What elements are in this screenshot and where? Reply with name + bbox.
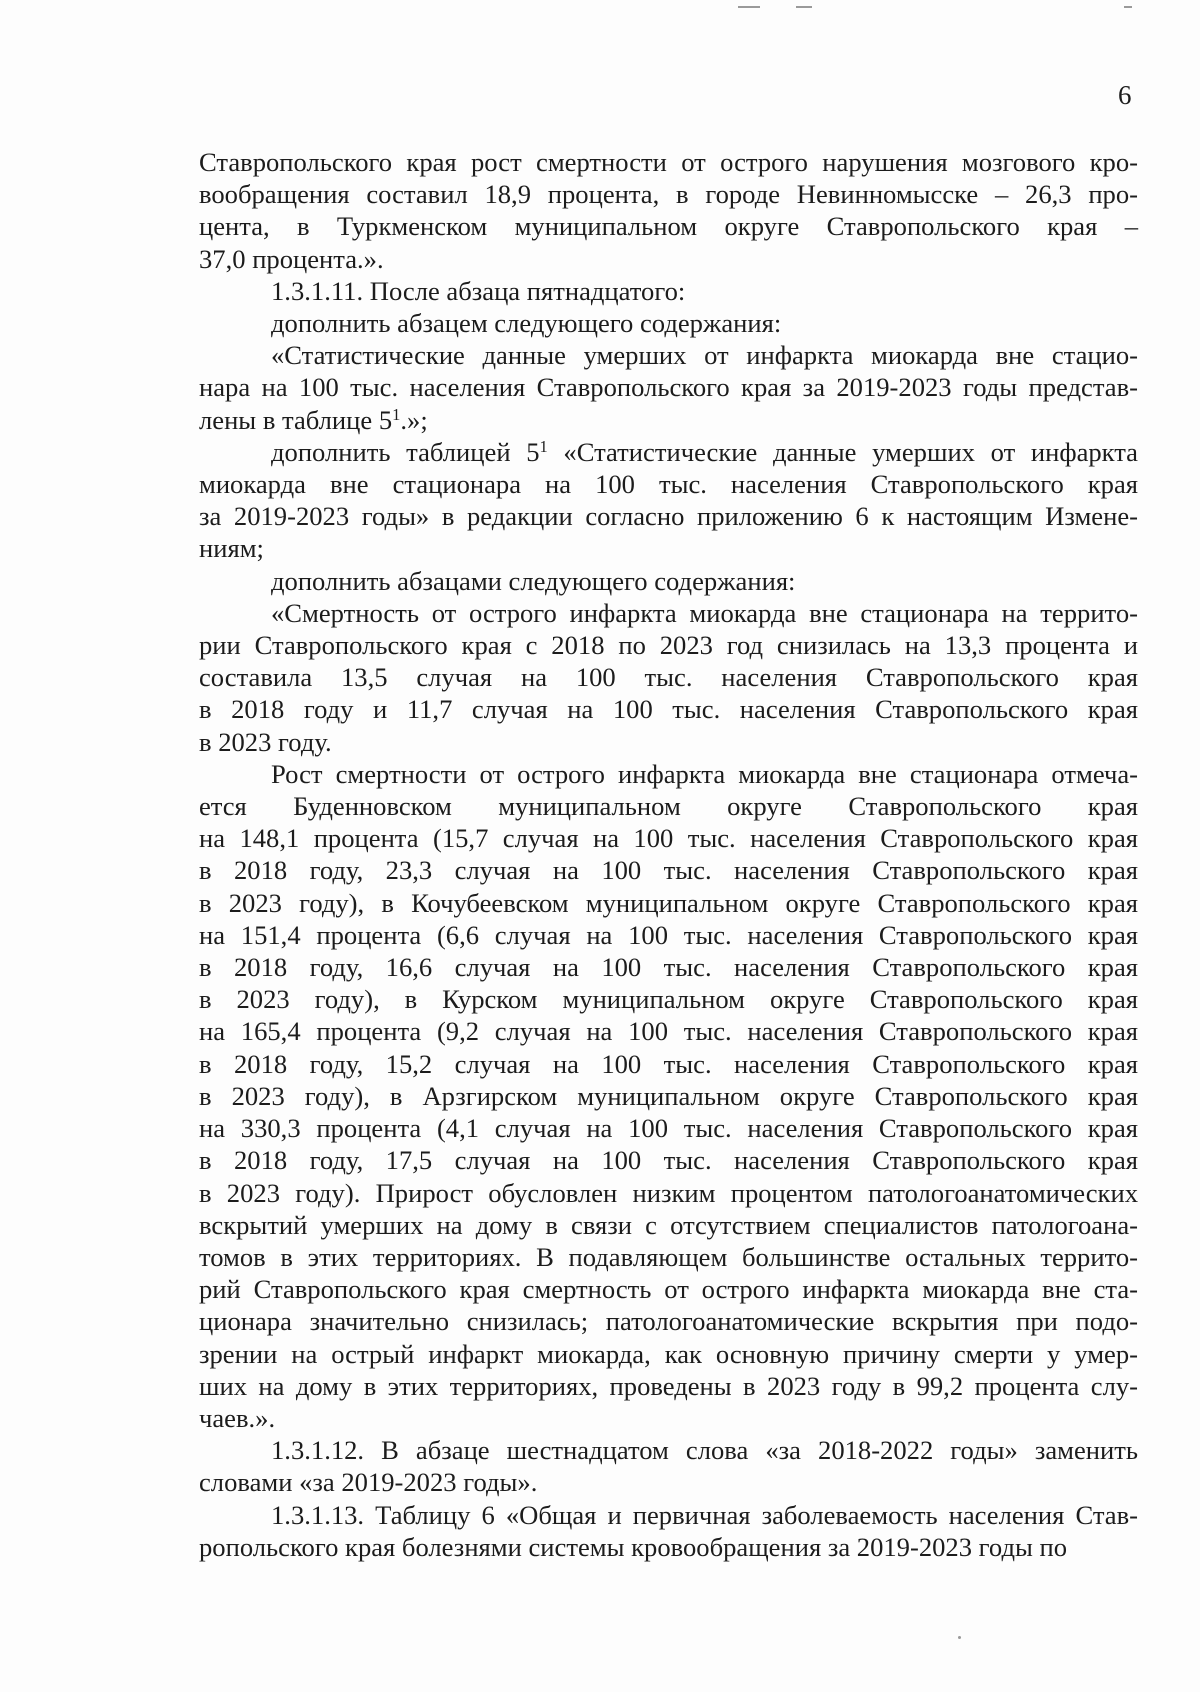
text-line: в 2023 году. xyxy=(199,726,332,757)
text-line: ропольского края болезнями системы кровообращения за 2019-2023 годы по xyxy=(199,1531,1068,1562)
paragraph xyxy=(199,436,1138,565)
text-line: на 330,3 процента (4,1 случая на 100 тыс. населения Ставропольского края xyxy=(199,1113,1138,1144)
text-line: в 2018 году, 15,2 случая на 100 тыс. населения Ставропольского края xyxy=(199,1048,1138,1079)
text-line: на 165,4 процента (9,2 случая на 100 тыс. населения Ставропольского края xyxy=(199,1016,1138,1047)
text-line: дополнить абзацами следующего содержания: xyxy=(271,565,796,596)
paragraph xyxy=(199,565,1138,597)
paragraph xyxy=(199,758,1138,1434)
text-line: 1.3.1.13. Таблицу 6 «Общая и первичная заболеваемость населения Став- xyxy=(271,1499,1138,1530)
paragraph xyxy=(199,597,1138,758)
text-line: Рост смертности от острого инфаркта миокарда вне стационара отмеча- xyxy=(271,758,1138,789)
paragraph xyxy=(199,146,1138,275)
paragraph xyxy=(199,1434,1138,1498)
text-line: Ставропольского края рост смертности от острого нарушения мозгового кро- xyxy=(199,147,1138,177)
text-line: «Статистические данные умерших от инфаркта миокарда вне стацио- xyxy=(271,340,1138,371)
text-line: в 2023 году). Прирост обусловлен низким процентом патологоанатомических xyxy=(199,1177,1138,1208)
text-line: на 148,1 процента (15,7 случая на 100 тыс. населения Ставропольского края xyxy=(199,823,1138,854)
document-body xyxy=(199,146,1138,1563)
text-line: в 2023 году), в Кочубеевском муниципальном округе Ставропольского края xyxy=(199,887,1138,918)
text-line: в 2018 году, 17,5 случая на 100 тыс. населения Ставропольского края xyxy=(199,1145,1138,1176)
text-line: дополнить абзацем следующего содержания: xyxy=(271,308,782,339)
paragraph xyxy=(199,1499,1138,1563)
text-line: миокарда вне стационара на 100 тыс. населения Ставропольского края xyxy=(199,469,1138,500)
text-line: составила 13,5 случая на 100 тыс. населения Ставропольского края xyxy=(199,662,1138,693)
text-line: вскрытий умерших на дому в связи с отсутствием специалистов патологоана- xyxy=(199,1209,1138,1240)
text-line: ниям; xyxy=(199,533,264,564)
text-line: лены в таблице $5^1$.»; xyxy=(199,404,428,435)
text-line: зрении на острый инфаркт миокарда, как основную причину смерти у умер- xyxy=(199,1338,1138,1369)
text-line: 37,0 процента.». xyxy=(199,243,384,274)
text-line: рий Ставропольского края смертность от острого инфаркта миокарда вне ста- xyxy=(199,1274,1138,1305)
text-line: за 2019-2023 годы» в редакции согласно приложению 6 к настоящим Измене- xyxy=(199,501,1138,532)
scan-mark-top-1 xyxy=(738,6,760,8)
text-line: в 2018 году, 23,3 случая на 100 тыс. населения Ставропольского края xyxy=(199,855,1138,886)
text-line: томов в этих территориях. В подавляющем большинстве остальных террито- xyxy=(199,1241,1138,1272)
page-number: 6 xyxy=(1118,80,1132,110)
text-line: 1.3.1.11. После абзаца пятнадцатого: xyxy=(271,275,686,306)
text-line: словами «за 2019-2023 годы». xyxy=(199,1467,538,1498)
scan-mark-bottom xyxy=(958,1636,961,1639)
text-line: в 2018 году, 16,6 случая на 100 тыс. населения Ставропольского края xyxy=(199,952,1138,983)
paragraph xyxy=(199,339,1138,436)
paragraph xyxy=(199,275,1138,307)
text-line: ется Буденновском муниципальном округе Ставропольского края xyxy=(199,791,1138,822)
text-line: в 2023 году), в Курском муниципальном округе Ставропольского края xyxy=(199,984,1138,1015)
text-line: в 2018 году и 11,7 случая на 100 тыс. населения Ставропольского края xyxy=(199,694,1138,725)
scan-mark-top-3 xyxy=(1124,6,1132,8)
text-line: рии Ставропольского края с 2018 по 2023 год снизилась на 13,3 процента и xyxy=(199,630,1138,661)
superscript: 1 xyxy=(539,436,548,456)
text-line: вообращения составил 18,9 процента, в городе Невинномысске – 26,3 про- xyxy=(199,179,1138,210)
text-line: нара на 100 тыс. населения Ставропольского края за 2019-2023 годы представ- xyxy=(199,372,1138,403)
superscript: 1 xyxy=(392,404,401,424)
text-line: 1.3.1.12. В абзаце шестнадцатом слова «за 2018-2022 годы» заменить xyxy=(271,1435,1138,1466)
text-line: цента, в Туркменском муниципальном округе Ставропольского края – xyxy=(199,211,1138,242)
text-line: «Смертность от острого инфаркта миокарда вне стационара на террито- xyxy=(271,597,1138,628)
text-line: на 151,4 процента (6,6 случая на 100 тыс. населения Ставропольского края xyxy=(199,919,1138,950)
text-line: ших на дому в этих территориях, проведены в 2023 году в 99,2 процента слу- xyxy=(199,1370,1138,1401)
text-line: ционара значительно снизилась; патологоанатомические вскрытия при подо- xyxy=(199,1306,1138,1337)
scan-mark-top-2 xyxy=(796,6,812,8)
text-line: дополнить таблицей $5^1$ «Статистические данные умерших от инфаркта xyxy=(271,436,1138,467)
text-line: чаев.». xyxy=(199,1402,276,1433)
text-line: в 2023 году), в Арзгирском муниципальном округе Ставропольского края xyxy=(199,1080,1138,1111)
paragraph xyxy=(199,307,1138,339)
